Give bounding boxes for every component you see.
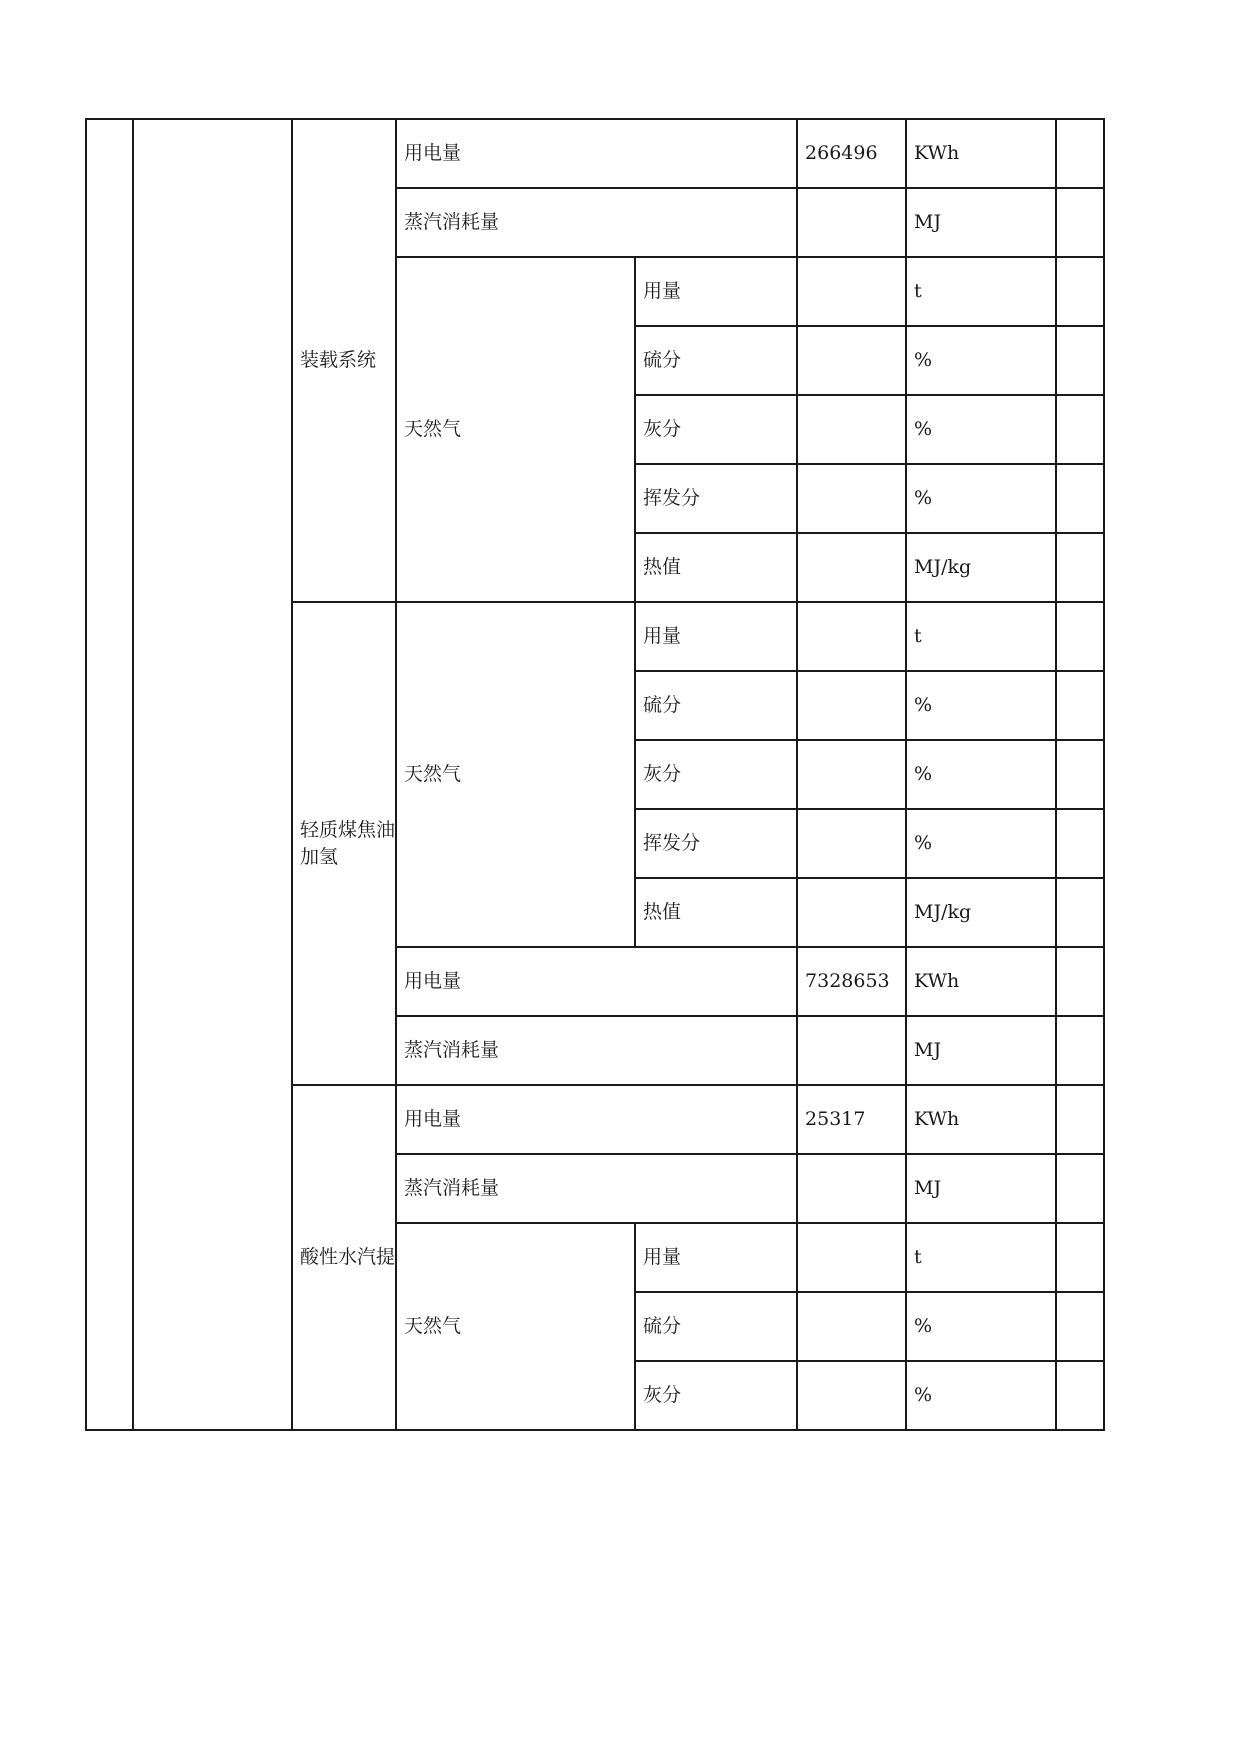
remark-cell [1056,809,1104,878]
value-cell [797,1016,906,1085]
unit-cell: KWh [906,1085,1056,1154]
unit-cell: % [906,1361,1056,1430]
subitem-cell: 挥发分 [635,809,797,878]
unit-cell: % [906,464,1056,533]
subitem-cell: 硫分 [635,1292,797,1361]
value-cell [797,1223,906,1292]
remark-cell [1056,188,1104,257]
unit-cell: MJ [906,1154,1056,1223]
unit-cell: MJ [906,1016,1056,1085]
subitem-cell: 灰分 [635,1361,797,1430]
item-cell: 天然气 [396,602,635,947]
remark-cell [1056,1292,1104,1361]
remark-cell [1056,740,1104,809]
value-cell [797,809,906,878]
remark-cell [1056,1361,1104,1430]
value-cell [797,188,906,257]
unit-cell: % [906,326,1056,395]
index-cell [86,119,133,1430]
remark-cell [1056,878,1104,947]
value-cell [797,878,906,947]
unit-cell: % [906,671,1056,740]
remark-cell [1056,1085,1104,1154]
value-cell [797,395,906,464]
value-cell [797,602,906,671]
remark-cell [1056,257,1104,326]
unit-cell: t [906,257,1056,326]
subitem-cell: 热值 [635,533,797,602]
subitem-cell: 热值 [635,878,797,947]
value-cell [797,671,906,740]
subitem-cell: 用量 [635,602,797,671]
unit-cell: t [906,602,1056,671]
item-cell: 天然气 [396,257,635,602]
unit-cell: MJ [906,188,1056,257]
remark-cell [1056,119,1104,188]
subitem-cell: 硫分 [635,326,797,395]
value-cell: 7328653 [797,947,906,1016]
item-cell: 用电量 [396,1085,797,1154]
subitem-cell: 灰分 [635,740,797,809]
subitem-cell: 硫分 [635,671,797,740]
remark-cell [1056,1016,1104,1085]
item-cell: 用电量 [396,947,797,1016]
value-cell [797,1154,906,1223]
unit-cell: % [906,395,1056,464]
remark-cell [1056,602,1104,671]
remark-cell [1056,326,1104,395]
value-cell [797,740,906,809]
value-cell [797,326,906,395]
category-cell [133,119,292,1430]
value-cell [797,464,906,533]
value-cell: 25317 [797,1085,906,1154]
unit-cell: KWh [906,947,1056,1016]
unit-cell: % [906,1292,1056,1361]
subitem-cell: 挥发分 [635,464,797,533]
unit-cell: % [906,740,1056,809]
item-cell: 天然气 [396,1223,635,1430]
remark-cell [1056,395,1104,464]
remark-cell [1056,533,1104,602]
energy-consumption-table [85,118,1105,1431]
value-cell [797,533,906,602]
subitem-cell: 灰分 [635,395,797,464]
item-cell: 蒸汽消耗量 [396,188,797,257]
system-cell: 轻质煤焦油加氢 [292,602,396,1085]
unit-cell: t [906,1223,1056,1292]
subitem-cell: 用量 [635,257,797,326]
unit-cell: KWh [906,119,1056,188]
unit-cell: MJ/kg [906,533,1056,602]
item-cell: 用电量 [396,119,797,188]
unit-cell: % [906,809,1056,878]
remark-cell [1056,464,1104,533]
table-row [86,119,1104,188]
subitem-cell: 用量 [635,1223,797,1292]
item-cell: 蒸汽消耗量 [396,1016,797,1085]
value-cell: 266496 [797,119,906,188]
system-cell: 装载系统 [292,119,396,602]
remark-cell [1056,1154,1104,1223]
item-cell: 蒸汽消耗量 [396,1154,797,1223]
remark-cell [1056,1223,1104,1292]
unit-cell: MJ/kg [906,878,1056,947]
remark-cell [1056,671,1104,740]
remark-cell [1056,947,1104,1016]
value-cell [797,257,906,326]
system-cell: 酸性水汽提 [292,1085,396,1430]
value-cell [797,1292,906,1361]
value-cell [797,1361,906,1430]
